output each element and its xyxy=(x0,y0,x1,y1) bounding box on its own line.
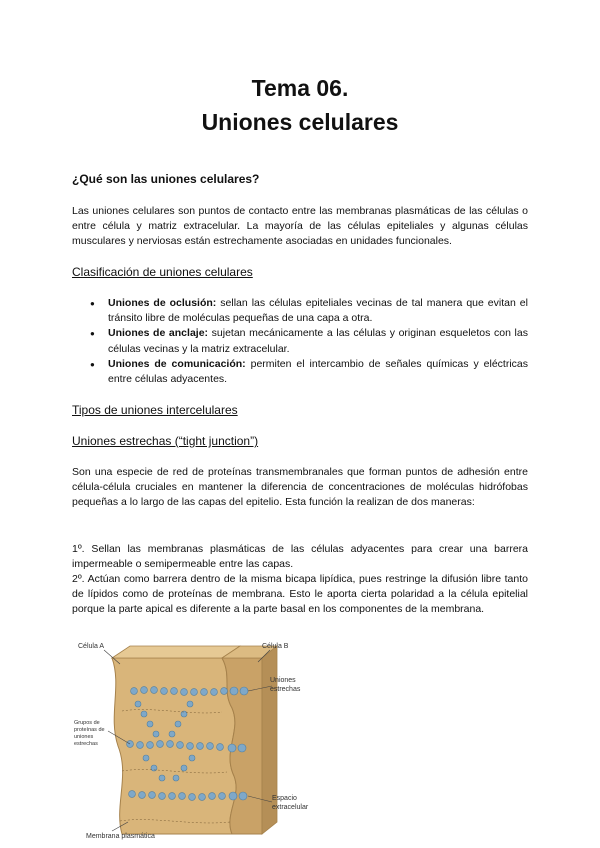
classification-heading: Clasificación de uniones celulares xyxy=(72,265,253,279)
bullet-term: Uniones de oclusión: xyxy=(108,297,217,309)
classification-list xyxy=(90,296,528,387)
point-1-paragraph: 1º. Sellan las membranas plasmáticas de las células adyacentes para crear una barrera impermeable o semipermeable entre las capas. xyxy=(72,543,528,571)
bullet-text: permiten el intercambio de señales químicas y eléctricas entre células adyacentes. xyxy=(108,357,529,386)
label-espacio-2: extracelular xyxy=(272,804,309,811)
label-cell-b: Célula B xyxy=(262,643,289,650)
label-uniones-1: Uniones xyxy=(270,677,296,684)
label-grupos-2: proteínas de xyxy=(74,727,105,733)
types-heading: Tipos de uniones intercelulares xyxy=(72,403,238,417)
cell-a-top xyxy=(112,646,240,658)
label-uniones-2: estrechas xyxy=(270,686,301,693)
intro-paragraph: Las uniones celulares son puntos de contacto entre las membranas plasmáticas de las células o entre célula y matriz extracelular. La mayoría de las células epiteliales y algunas células musculares y nerviosas están estrechamente asociadas en unidades funcionales. xyxy=(72,205,528,248)
label-grupos-3: uniones xyxy=(74,734,94,740)
list-item xyxy=(90,296,528,326)
label-membrana: Membrana plasmática xyxy=(86,833,155,840)
list-item xyxy=(90,357,528,387)
title-line-1: Tema 06. xyxy=(251,75,349,101)
label-cell-a: Célula A xyxy=(78,643,105,650)
label-grupos-1: Grupos de xyxy=(74,720,100,726)
tight-junction-paragraph: Son una especie de red de proteínas transmembranales que forman puntos de adhesión entre célula-célula cruciales en mantener la diferencia de concentraciones de moléculas hidrófobas pequeñas a lo largo de las capas del epitelio. Esta función la realizan de dos maneras: xyxy=(72,466,528,509)
title-line-2: Uniones celulares xyxy=(201,109,399,135)
label-grupos-4: estrechas xyxy=(74,741,98,747)
tight-junction-diagram xyxy=(72,636,342,841)
bullet-text: sujetan mecánicamente a las células y originan esqueletos con las células vecinas y la matriz extracelular. xyxy=(108,327,528,355)
point-2-paragraph: 2º. Actúan como barrera dentro de la misma bicapa lipídica, pues restringe la difusión libre tanto de lípidos como de proteínas de membrana. Esto le aporta cierta polaridad a la célula epitelial porque la parte apical es diferente a la parte basal en los componentes de la membrana. xyxy=(72,573,528,616)
question-heading: ¿Qué son las uniones celulares? xyxy=(72,172,260,186)
list-item xyxy=(90,326,528,356)
bullet-text: sellan las células epiteliales vecinas de tal manera que evitan el tránsito libre de moléculas pequeñas de una capa a otra. xyxy=(108,297,528,325)
bullet-term: Uniones de anclaje: xyxy=(108,327,209,340)
label-espacio-1: Espacio xyxy=(272,795,297,802)
tight-junction-heading: Uniones estrechas (“tight junction”) xyxy=(72,434,259,448)
bullet-term: Uniones de comunicación: xyxy=(108,357,246,370)
